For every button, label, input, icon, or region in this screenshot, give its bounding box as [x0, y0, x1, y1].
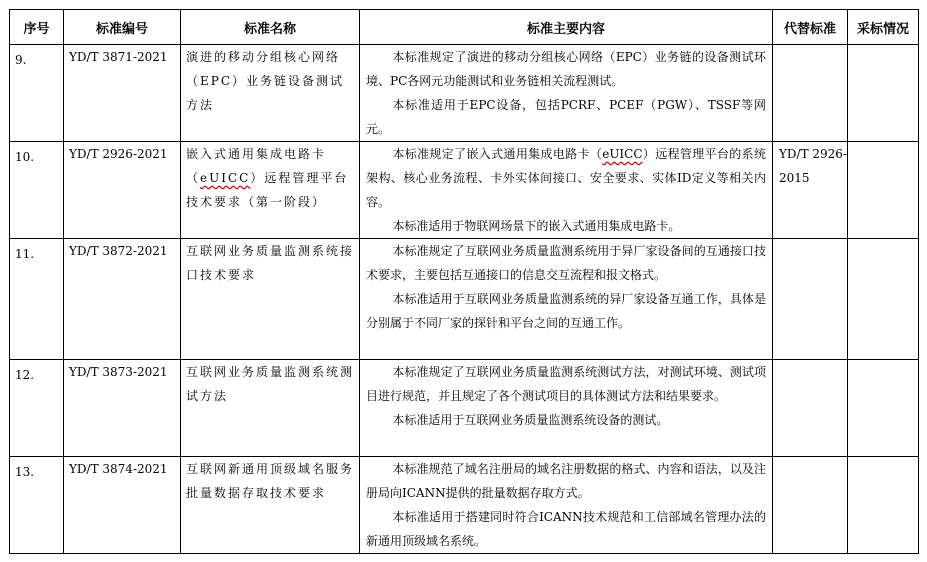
content-paragraph: [366, 142, 766, 214]
standard-content: [360, 457, 772, 553]
row-number: 10.: [15, 150, 35, 164]
header-name: 标准名称: [181, 10, 360, 45]
table-row: [10, 360, 919, 457]
content-text: ）远程管理平台的系统架构、核心业务流程、卡外实体间接口、安全要求、实体ID定义等相关内容。: [366, 147, 766, 209]
content-paragraph: 本标准规定了互联网业务质量监测系统测试方法，对测试环境、测试项目进行规范，并且规定了各个测试项目的具体测试方法和结果要求。: [366, 365, 766, 403]
standard-code: YD/T 2926-2021: [69, 147, 168, 161]
content-paragraph: 本标准规范了域名注册局的域名注册数据的格式、内容和语法，以及注册局向ICANN提供的批量数据存取方式。: [366, 462, 766, 500]
content-paragraph: 本标准适用于互联网业务质量监测系统的异厂家设备互通工作，具体是分别属于不同厂家的探针和平台之间的互通工作。: [366, 292, 766, 330]
table-row: [10, 457, 919, 554]
standard-name: 互联网业务质量监测系统接口技术要求: [186, 244, 355, 282]
name-text: 嵌入式通用集成电路卡（: [186, 147, 327, 185]
content-paragraph: 本标准规定了互联网业务质量监测系统用于异厂家设备间的互通接口技术要求，主要包括互通接口的信息交互流程和报文格式。: [366, 244, 766, 282]
table-row: [10, 239, 919, 360]
standard-content: [360, 239, 772, 335]
spellcheck-marked-term: eUICC: [602, 147, 643, 161]
row-number: 13.: [15, 465, 35, 479]
content-paragraph: 本标准适用于EPC设备，包括PCRF、PCEF（PGW）、TSSF等网元。: [366, 98, 766, 136]
table-row: [10, 45, 919, 142]
standard-name: [181, 142, 359, 214]
header-no: 序号: [10, 10, 64, 45]
spellcheck-marked-term: eUICC: [200, 171, 251, 185]
content-paragraph: 本标准适用于互联网业务质量监测系统设备的测试。: [392, 413, 669, 427]
header-code: 标准编号: [64, 10, 181, 45]
standard-content: [360, 142, 772, 238]
standard-code: YD/T 3874-2021: [69, 462, 168, 476]
content-paragraph: 本标准适用于搭建同时符合ICANN技术规范和工信部域名管理办法的新通用顶级域名系统。: [366, 510, 766, 548]
standard-code: YD/T 3871-2021: [69, 50, 168, 64]
row-number: 11.: [15, 247, 35, 261]
header-replaces: 代替标准: [773, 10, 848, 45]
replaced-standard: YD/T 2926-2015: [779, 147, 847, 185]
header-content: 标准主要内容: [360, 10, 773, 45]
content-paragraph: 本标准规定了演进的移动分组核心网络（EPC）业务链的设备测试环境、PC各网元功能测试和业务链相关流程测试。: [366, 50, 766, 88]
standard-code: YD/T 3873-2021: [69, 365, 168, 379]
row-number: 9.: [15, 53, 27, 67]
content-text: 本标准规定了嵌入式通用集成电路卡（: [392, 147, 603, 161]
standard-name: 互联网业务质量监测系统测试方法: [186, 365, 355, 403]
table-row: [10, 142, 919, 239]
header-adoption: 采标情况: [848, 10, 919, 45]
standard-name: 演进的移动分组核心网络（EPC）业务链设备测试方法: [186, 50, 345, 112]
row-number: 12.: [15, 368, 35, 382]
standard-content: [360, 360, 772, 432]
standard-name: 互联网新通用顶级域名服务 批量数据存取技术要求: [186, 462, 355, 500]
header-row: [10, 10, 919, 45]
standard-content: [360, 45, 772, 141]
name-text: ）远程管理平台技术要求（第一阶段）: [186, 171, 349, 209]
standards-table: [9, 9, 919, 554]
content-paragraph: 本标准适用于物联网场景下的嵌入式通用集成电路卡。: [392, 219, 681, 233]
standard-code: YD/T 3872-2021: [69, 244, 168, 258]
